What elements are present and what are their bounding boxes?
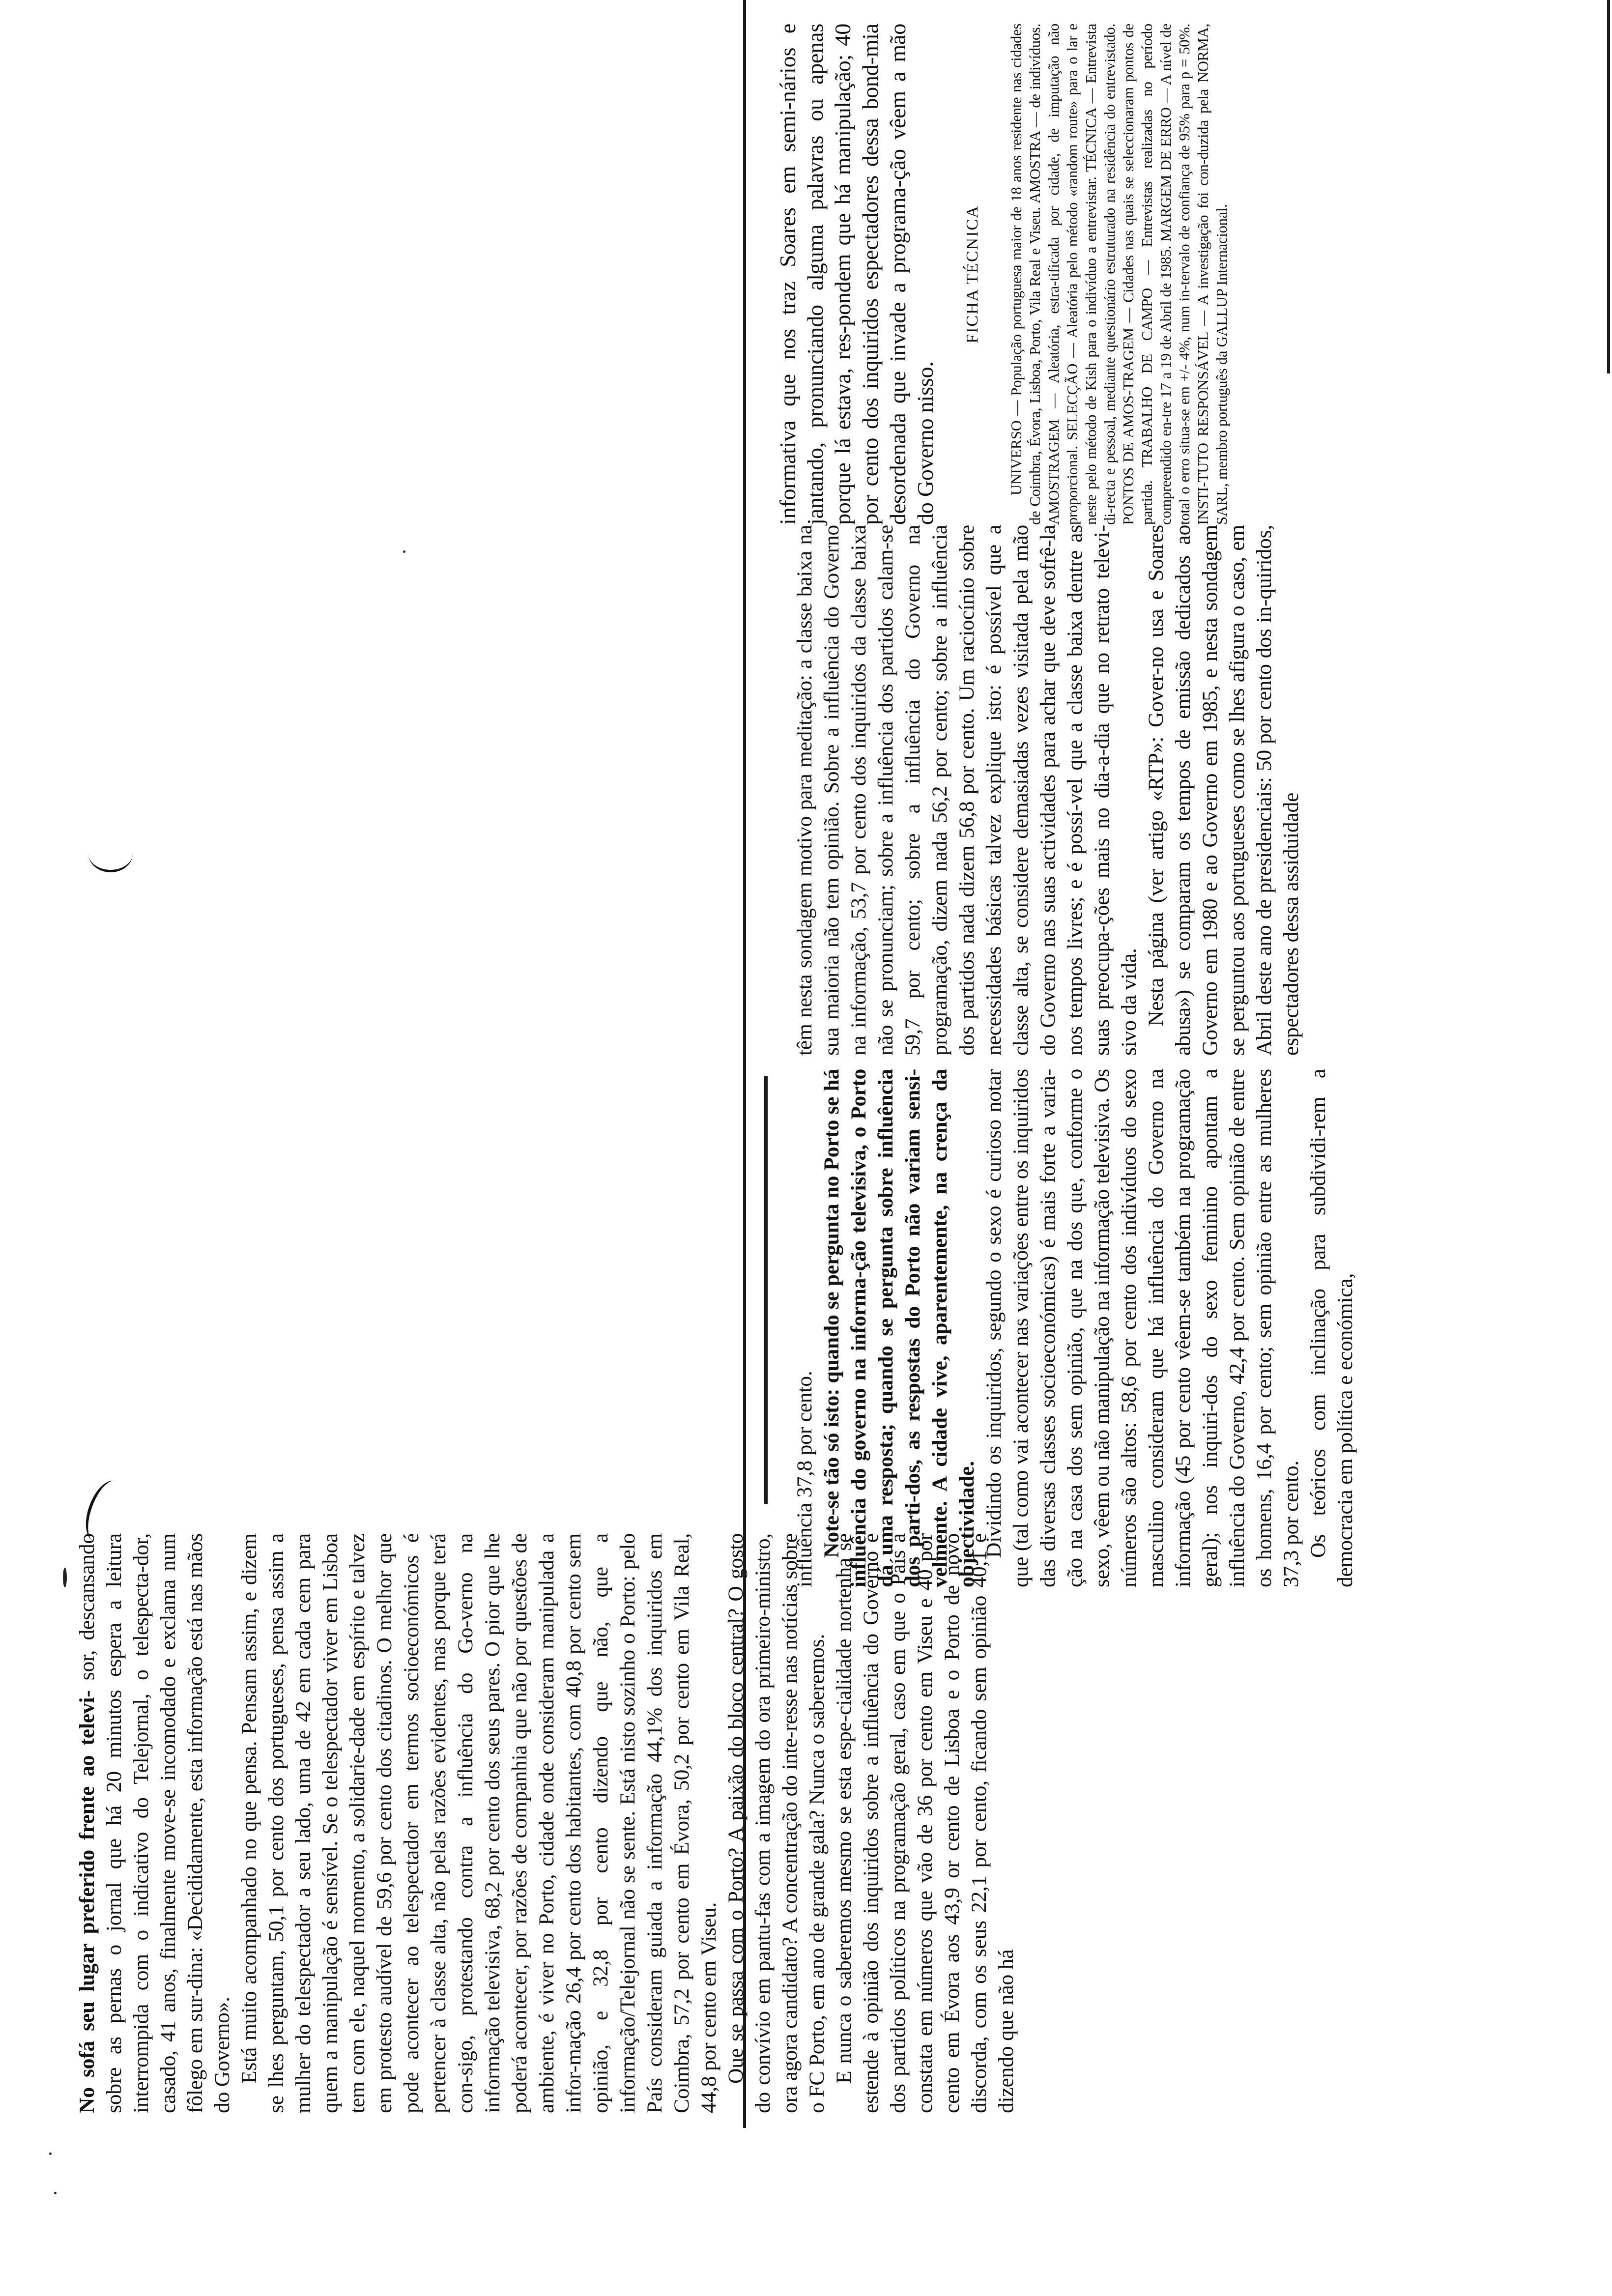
scan-mark (88, 835, 133, 872)
paragraph: Que se passa com o Porto? A paixão do bloco central? O gosto do convívio em pantu-fas com a imagem do ora primeiro-ministro, ora agora candidato? A concentração do inte-resse nas notícias sobre o FC Porto, em ano de grande gala? Nunca o saberemos. (724, 1533, 829, 2113)
technical-sheet-heading: FICHA TÉCNICA (963, 205, 981, 344)
paragraph: influência 37,8 por cento. (793, 1371, 816, 1587)
paragraph: E nunca o saberemos mesmo se esta espe-cialidade nortenha se estende à opinião dos inquiridos sobre a influência do Governo e dos partidos políticos na programação geral, caso em que o País a constata em números que vão de 36 por cento em Viseu e 40 por cento em Évora aos 43,9 or cento de Lisboa e o Porto de novo discorda, com os seus 22,1 por cento, ficando sem opinião 40,1 e dizendo que não há (832, 1533, 1018, 2113)
lead-sentence: No sofá seu lugar preferido frente ao televi- (75, 1690, 99, 2113)
scan-speck (403, 550, 405, 553)
paragraph: Os teóricos com inclinação para subdividi-rem a democracia em política e económica, (1306, 1069, 1357, 1587)
paragraph: Note-se tão só isto: quando se pergunta no Porto se há influência do governo na informa-ção televisiva, o Porto dá uma resposta; quando se pergunta sobre influência dos parti-dos, as respostas do Porto não variam sensi-velmente. A cidade vive, aparentemente, na crença da objectividade. (820, 1069, 979, 1587)
paragraph: sor, descansando sobre as pernas o jornal que há 20 minutos espera a leitura interrompida com o indicativo do Telejornal, o telespecta-dor, casado, 41 anos, finalmente move-se incomodado e exclama num fôlego em sur-dina: «Decididamente, esta informação está nas mãos do Governo». (75, 1533, 234, 2113)
article-column-4 (774, 24, 1560, 525)
scan-speck (54, 2192, 57, 2194)
scan-speck (49, 2152, 52, 2155)
scan-speck (63, 1568, 67, 1587)
paragraph: têm nesta sondagem motivo para meditação: a classe baixa na sua maioria não tem opinião. Sobre a influência do Governo na informação, 53,7 por cento dos inquiridos da classe baixa não se pronunciam; sobre a influência dos partidos calam-se 59,7 por cento; sobre a influência do Governo na programação, dizem nada 56,2 por cento; sobre a influência dos partidos nada dizem 56,8 por cento. Um raciocínio sobre necessidades básicas talvez explique isto: é possível que a classe alta, se considere demasiadas vezes visitada pela mão do Governo nas suas actividades para achar que deve sofrê-la nos tempos livres; e é possí-vel que a classe baixa dentre as suas preocupa-ções mais no dia-a-dia que no retrato televi-sivo da vida. (793, 525, 1141, 1056)
paragraph: Nesta página (ver artigo «RTP»: Gover-no usa e Soares abusa») se comparam os tempos de emissão dedicados ao Governo em 1980 e ao Governo em 1985, e nesta sondagem se perguntou aos portugueses como se lhes afigura o caso, em Abril deste ano de presidenciais: 50 por cento dos in-quiridos, espectadores dessa assiduidade (1144, 525, 1303, 1056)
column-rule-right (1607, 0, 1610, 373)
article-column-1 (74, 1533, 1018, 2113)
paragraph: Dividindo os inquiridos, segundo o sexo é curioso notar que (tal como vai acontecer nas variações entre os inquiridos das diversas classes socioeconómicas) é mais forte a varia-ção na casa dos sem opinião, que na dos que, conforme o sexo, vêem ou não manipulação na informação televisiva. Os números são altos: 58,6 por cento dos indivíduos do sexo masculino consideram que há influência do Governo na informação (45 por cento vêem-se também na programação geral); nos inquiri-dos do sexo feminino apontam a influência do Governo, 42,4 por cento. Sem opinião de entre os homens, 16,4 por cento; sem opinião entre as mulheres 37,3 por cento. (982, 1069, 1303, 1587)
column-rule (764, 1076, 768, 1504)
article-column-3 (791, 525, 1337, 1056)
technical-sheet-text: UNIVERSO — População portuguesa maior de 18 anos residente nas cidades de Coimbra, Évora, Lisboa, Porto, Vila Real e Viseu. AMOSTRA — de indivíduos. AMOSTRAGEM — Aleatória, estra-tificada por cidade, de imputação não proporcional. SELECÇÃO — Aleatória pelo método «random route» para o lar e neste pelo método de Kish para o indivíduo a entrevistar. TÉCNICA — Entrevista di-recta e pessoal, mediante questionário estruturado na residência do entrevistado. PONTOS DE AMOS-TRAGEM — Cidades nas quais se seleccionaram pontos de partida. TRABALHO DE CAMPO — Entrevistas realizadas no período compreendido en-tre 17 a 19 de Abril de 1985. MARGEM DE ERRO — A nível de total o erro situa-se em +/- 4%, num in-tervalo de confiança de 95% para p = 50%. INSTI-TUTO RESPONSÁVEL — A investigação foi con-duzida pela NORMA, SARL, membro português da GALLUP Internacional. (1008, 24, 1230, 525)
paragraph: informativa que nos traz Soares em semi-nários e jantando, pronunciando alguma palavras ou apenas porque lá estava, res-pondem que há manipulação; 40 por cento dos inquiridos espectadores dessa bond-mia desordenada que invade a programa-ção vêem a mão do Governo nisso. (775, 24, 938, 525)
paragraph: Está muito acompanhado no que pensa. Pensam assim, e dizem se lhes perguntam, 50,1 por cento dos portugueses, pensa assim a mulher do telespectador a seu lado, uma de 42 em cada cem para quem a manipulação é sensível. Se o telespectador viver em Lisboa tem com ele, naquel momento, a solidarie-dade em espírito e talvez em protesto audível de 59,6 por cento dos citadinos. O melhor que pode acontecer ao telespectador em termos socioeconómicos é pertencer à classe alta, não pelas razões evidentes, mas porque terá con-sigo, protestando contra a influência do Go-verno na informação televisiva, 68,2 por cento dos seus pares. O pior que lhe poderá acontecer, por razões de companhia que não por questões de ambiente, é viver no Porto, cidade onde consideram manipulada a infor-mação 26,4 por cento dos habitantes, com 40,8 por cento sem opinião, e 32,8 por cento dizendo que não, que a informação/Telejornal não se sente. Está nisto sozinho o Porto: pelo País consideram guiada a informação 44,1% dos inquiridos em Coimbra, 57,2 por cento em Évora, 50,2 por cento em Vila Real, 44,8 por cento em Viseu. (237, 1533, 720, 2113)
article-column-2 (791, 1069, 1357, 1587)
